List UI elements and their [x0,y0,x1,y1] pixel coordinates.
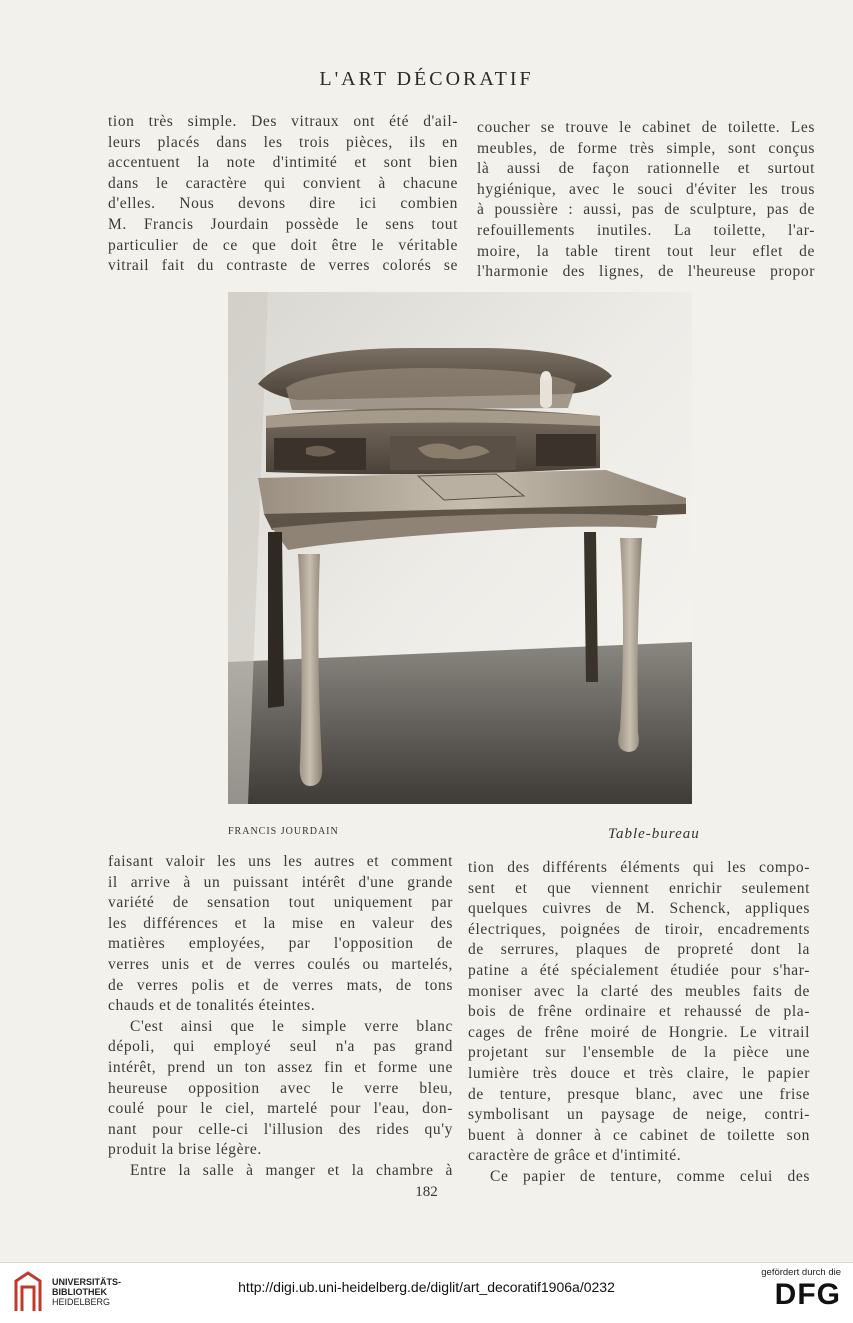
text-line: là aussi de façon rationnelle et surtout [477,160,815,178]
text-line: vitrail fait du contraste de verres colorés se [108,257,458,275]
text-line: symbolisant un paysage de neige, contri- [468,1106,810,1124]
text-line: meubles, de forme très simple, sont conçus [477,139,815,157]
text-line: matières employées, par l'opposition de [108,935,453,953]
text-line: de tenture, presque blanc, avec une frise [468,1085,810,1103]
text-line: d'elles. Nous devons dire ici combien [108,195,458,213]
text-line: verres unis et de verres coulés ou martelés, [108,955,453,973]
text-line: moniser avec la clarté des meubles faits de [468,982,810,1000]
text-line: coulé pour le ciel, martelé pour l'eau, don- [108,1100,453,1118]
text-line: l'harmonie des lignes, de l'heureuse propor [477,263,815,281]
page-number: 182 [415,1184,438,1200]
library-name-line: HEIDELBERG [52,1297,111,1307]
text-line: coucher se trouve le cabinet de toilette. Les [477,119,815,136]
text-line: Ce papier de tenture, comme celui des [490,1167,810,1185]
photo-title: Table-bureau [608,826,700,842]
text-line: dans le caractère qui convient à chacune [108,174,458,192]
running-head: L'ART DÉCORATIF [319,68,534,90]
text-line: tion très simple. Des vitraux ont été d'ail- [108,113,458,130]
text-line: il arrive à un puissant intérêt d'une grande [108,873,453,891]
text-line: projetant sur l'ensemble de la pièce une [468,1044,810,1062]
text-line: leurs placés dans les trois pièces, ils en [108,133,458,151]
text-line: C'est ainsi que le simple verre blanc [130,1017,453,1035]
text-line: heureuse opposition avec le verre bleu, [108,1079,453,1097]
text-line: buent à donner à ce cabinet de toilette son [468,1126,810,1144]
text-line: hygiénique, avec le souci d'éviter les trous [477,180,815,198]
text-line: faisant valoir les uns les autres et comment [108,853,453,870]
library-name-line: UNIVERSITÄTS- [52,1277,122,1287]
text-column-top-left [108,112,458,277]
text-line: nant pour celle-ci l'illusion des rides qu'y [108,1120,453,1138]
library-name-line: BIBLIOTHEK [52,1287,107,1297]
text-line: Entre la salle à manger et la chambre à [130,1161,453,1179]
text-line: produit la brise légère. [108,1141,262,1159]
text-line: lumière très douce et très claire, le papier [468,1064,810,1082]
text-line: à poussière : aussi, pas de sculpture, pas de [477,201,815,219]
text-line: particulier de ce que doit être le véritable [108,236,458,254]
text-line: moire, la table tirent tout leur eflet de [477,242,815,260]
text-line: refouillements inutiles. La toilette, l'ar- [477,221,815,239]
text-line: intérêt, prend un ton assez fin et forme une [108,1058,453,1076]
furniture-photograph [228,292,692,804]
text-line: bois de frêne ordinaire et rehaussé de pla- [468,1003,810,1021]
text-line: caractère de grâce et d'intimité. [468,1147,682,1165]
text-column-top-right [477,118,815,283]
text-line: patine a été spécialement étudiée pour s'har- [468,961,810,979]
text-line: sent et que viennent enrichir seulement [468,879,810,897]
text-line: dépoli, qui employé seul n'a pas grand [108,1038,453,1056]
text-line: variété de sensation tout uniquement par [108,894,453,912]
permalink-url[interactable]: http://digi.ub.uni-heidelberg.de/diglit/art_decoratif1906a/0232 [238,1279,615,1295]
digitization-footer [0,1262,853,1323]
text-line: M. Francis Jourdain possède le sens tout [108,215,458,233]
photo-credit: FRANCIS JOURDAIN [228,826,339,837]
text-column-bottom-left [108,852,453,1182]
text-line: électriques, poignées de tiroir, encadrements [468,920,810,938]
text-line: quelques cuivres de M. Schenck, appliques [468,900,810,918]
funder-block [731,1267,841,1312]
text-column-bottom-right [468,858,810,1188]
funded-by-label: gefördert durch die [761,1267,841,1278]
text-line: chauds et de tonalités éteintes. [108,997,316,1015]
table-bureau-illustration [228,292,692,804]
text-line: tion des différents éléments qui les compo- [468,859,810,876]
text-line: de serrures, plaques de propreté dont la [468,941,810,959]
dfg-logo: DFG [774,1278,841,1311]
text-line: les différences et la mise en valeur des [108,914,453,932]
text-line: de verres polis et de verres mats, de tons [108,976,453,994]
text-line: accentuent la note d'intimité et sont bien [108,154,458,172]
text-line: cages de frêne moiré de Hongrie. Le vitrail [468,1023,810,1041]
